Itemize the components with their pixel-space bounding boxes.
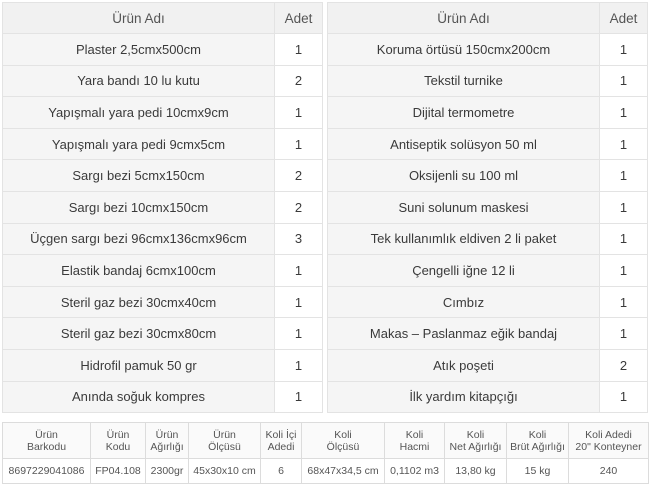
spec-header-line: Ürün [35,428,58,441]
spec-header-line: Koli Adedi [585,428,632,441]
product-name-cell: Oksijenli su 100 ml [328,160,600,192]
quantity-cell: 1 [275,318,323,350]
quantity-cell: 1 [600,286,648,318]
table-row [328,223,648,255]
spec-header-line: Ölçüsü [326,440,360,453]
spec-header-line: Adedi [267,440,295,453]
spec-header-cell [261,423,302,459]
quantity-cell: 1 [600,223,648,255]
table-row [3,255,323,287]
table-row [3,97,323,129]
quantity-cell: 1 [600,191,648,223]
right-product-table [327,2,648,413]
table-row [328,160,648,192]
spec-header-cell [189,423,261,459]
spec-header-line: Koli [528,428,547,441]
quantity-cell: 2 [275,65,323,97]
table-row [3,34,323,66]
header-product-name: Ürün Adı [3,3,275,34]
table-header-row [3,3,323,34]
spec-value-cell: FP04.108 [91,459,146,484]
quantity-cell: 1 [275,255,323,287]
spec-header-line: Net Ağırlığı [449,440,502,453]
header-product-name: Ürün Adı [328,3,600,34]
spec-header-line: Koli [405,428,424,441]
quantity-cell: 1 [600,381,648,413]
table-row [3,286,323,318]
spec-header-row [3,423,649,459]
spec-header-line: Kodu [105,440,131,453]
spec-header-line: Hacmi [399,440,430,453]
spec-value-cell: 8697229041086 [3,459,91,484]
spec-header-line: Ürün [213,428,236,441]
quantity-cell: 1 [600,65,648,97]
quantity-cell: 1 [275,128,323,160]
product-name-cell: Sargı bezi 5cmx150cm [3,160,275,192]
spec-header-cell [302,423,385,459]
product-name-cell: Suni solunum maskesi [328,191,600,223]
product-name-cell: Üçgen sargı bezi 96cmx136cmx96cm [3,223,275,255]
product-name-cell: Koruma örtüsü 150cmx200cm [328,34,600,66]
spec-header-cell [385,423,445,459]
product-name-cell: Steril gaz bezi 30cmx40cm [3,286,275,318]
product-name-cell: Atık poşeti [328,349,600,381]
spec-header-line: Koli [466,428,485,441]
spec-header-line: Ürün [106,428,130,441]
product-name-cell: Sargı bezi 10cmx150cm [3,191,275,223]
product-name-cell: Anında soğuk kompres [3,381,275,413]
product-name-cell: Çengelli iğne 12 li [328,255,600,287]
table-header-row [328,3,648,34]
spec-header-cell [91,423,146,459]
table-row [328,255,648,287]
table-row [3,381,323,413]
product-name-cell: Yapışmalı yara pedi 10cmx9cm [3,97,275,129]
table-row [328,318,648,350]
spec-value-cell: 240 [569,459,649,484]
table-row [328,381,648,413]
spec-header-cell [507,423,569,459]
spec-value-cell: 68x47x34,5 cm [302,459,385,484]
product-name-cell: Tekstil turnike [328,65,600,97]
quantity-cell: 1 [275,381,323,413]
table-row [328,97,648,129]
table-row [328,286,648,318]
table-row [3,65,323,97]
quantity-cell: 1 [600,97,648,129]
quantity-cell: 2 [600,349,648,381]
table-row [328,349,648,381]
quantity-cell: 1 [600,160,648,192]
table-row [3,318,323,350]
spec-value-cell: 0,1102 m3 [385,459,445,484]
product-name-cell: Hidrofil pamuk 50 gr [3,349,275,381]
product-name-cell: Dijital termometre [328,97,600,129]
spec-header-cell [3,423,91,459]
quantity-cell: 1 [275,349,323,381]
quantity-cell: 1 [600,318,648,350]
spec-value-cell: 45x30x10 cm [189,459,261,484]
table-row [3,349,323,381]
section-gap [0,413,650,422]
spec-header-line: Koli İçi [265,428,297,441]
quantity-cell: 2 [275,160,323,192]
header-quantity: Adet [275,3,323,34]
product-name-cell: Yara bandı 10 lu kutu [3,65,275,97]
table-row [3,128,323,160]
product-name-cell: Tek kullanımlık eldiven 2 li paket [328,223,600,255]
spec-value-cell: 15 kg [507,459,569,484]
spec-header-line: Ürün [155,428,179,441]
table-row [328,65,648,97]
table-row [3,223,323,255]
quantity-cell: 1 [275,286,323,318]
product-name-cell: Steril gaz bezi 30cmx80cm [3,318,275,350]
spec-value-cell: 6 [261,459,302,484]
product-name-cell: Antiseptik solüsyon 50 ml [328,128,600,160]
table-row [3,191,323,223]
spec-value-cell: 2300gr [146,459,189,484]
product-name-cell: Elastik bandaj 6cmx100cm [3,255,275,287]
table-row [328,128,648,160]
spec-value-cell: 13,80 kg [445,459,507,484]
table-row [3,160,323,192]
product-name-cell: Plaster 2,5cmx500cm [3,34,275,66]
spec-header-line: Brüt Ağırlığı [510,440,565,453]
spec-header-cell [445,423,507,459]
product-name-cell: Makas – Paslanmaz eğik bandaj [328,318,600,350]
table-row [328,191,648,223]
spec-value-row [3,459,649,484]
quantity-cell: 2 [275,191,323,223]
product-name-cell: İlk yardım kitapçığı [328,381,600,413]
table-row [328,34,648,66]
product-name-cell: Cımbız [328,286,600,318]
spec-header-line: Koli [334,428,352,441]
quantity-cell: 1 [600,128,648,160]
spec-table [2,422,649,484]
spec-header-cell [146,423,189,459]
spec-header-line: Ölçüsü [208,440,241,453]
header-quantity: Adet [600,3,648,34]
spec-header-cell [569,423,649,459]
left-product-table [2,2,323,413]
quantity-cell: 1 [600,34,648,66]
quantity-cell: 1 [275,34,323,66]
quantity-cell: 1 [275,97,323,129]
spec-header-line: 20" Konteyner [575,440,642,453]
spec-header-line: Ağırlığı [150,440,184,453]
spec-header-line: Barkodu [26,440,67,453]
product-name-cell: Yapışmalı yara pedi 9cmx5cm [3,128,275,160]
quantity-cell: 1 [600,255,648,287]
quantity-cell: 3 [275,223,323,255]
